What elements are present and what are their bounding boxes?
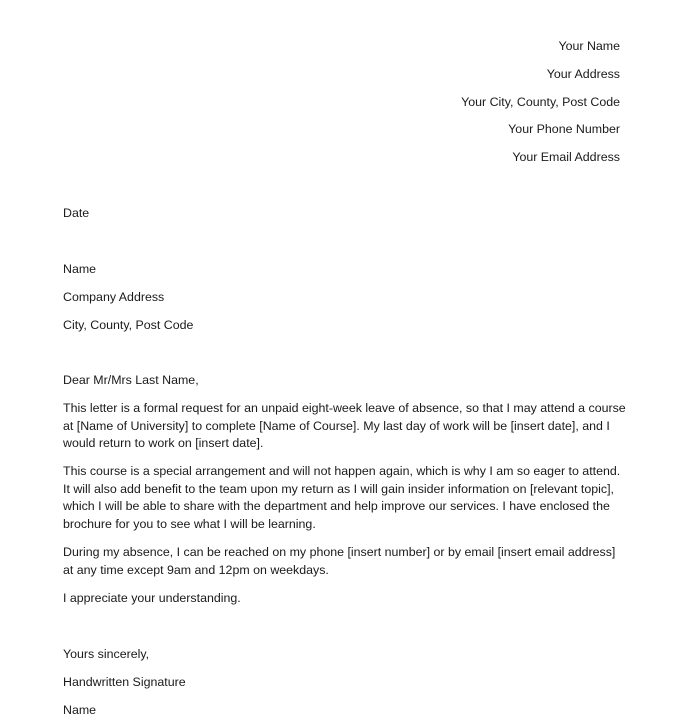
body-paragraph-2: This course is a special arrangement and will not happen again, which is why I am so eager to attend. It will also add benefit to the team upon my return as I will gain insider information on [relevant topic], which I will be able to share with the department and help improve our services. I have enclosed the brochure for you to see what I will be learning. (63, 464, 621, 531)
salutation: Dear Mr/Mrs Last Name, (63, 373, 199, 387)
sender-block (461, 38, 620, 177)
sender-name: Your Name (558, 39, 620, 53)
signoff-name: Name (63, 703, 97, 717)
recipient-name: Name (63, 262, 97, 276)
signature: Handwritten Signature (63, 675, 186, 689)
recipient-city: City, County, Post Code (63, 318, 194, 332)
sender-city: Your City, County, Post Code (461, 94, 620, 109)
body-paragraph-3: During my absence, I can be reached on my phone [insert number] or by email [insert email address] at any time except 9am and 12pm on weekdays. (63, 545, 616, 577)
sender-email: Your Email Address (512, 150, 620, 165)
body-paragraph-4: I appreciate your understanding. (63, 591, 241, 605)
recipient-company-address: Company Address (63, 290, 165, 304)
sender-phone: Your Phone Number (508, 122, 620, 137)
closing: Yours sincerely, (63, 647, 150, 661)
letter-date: Date (63, 206, 90, 220)
body-paragraph-1: This letter is a formal request for an unpaid eight-week leave of absence, so that I may attend a course at [Name of University] to complete [Name of Course]. My last day of work will be [insert date], and I would return to work on [insert date]. (63, 401, 626, 450)
sender-address: Your Address (546, 66, 620, 81)
